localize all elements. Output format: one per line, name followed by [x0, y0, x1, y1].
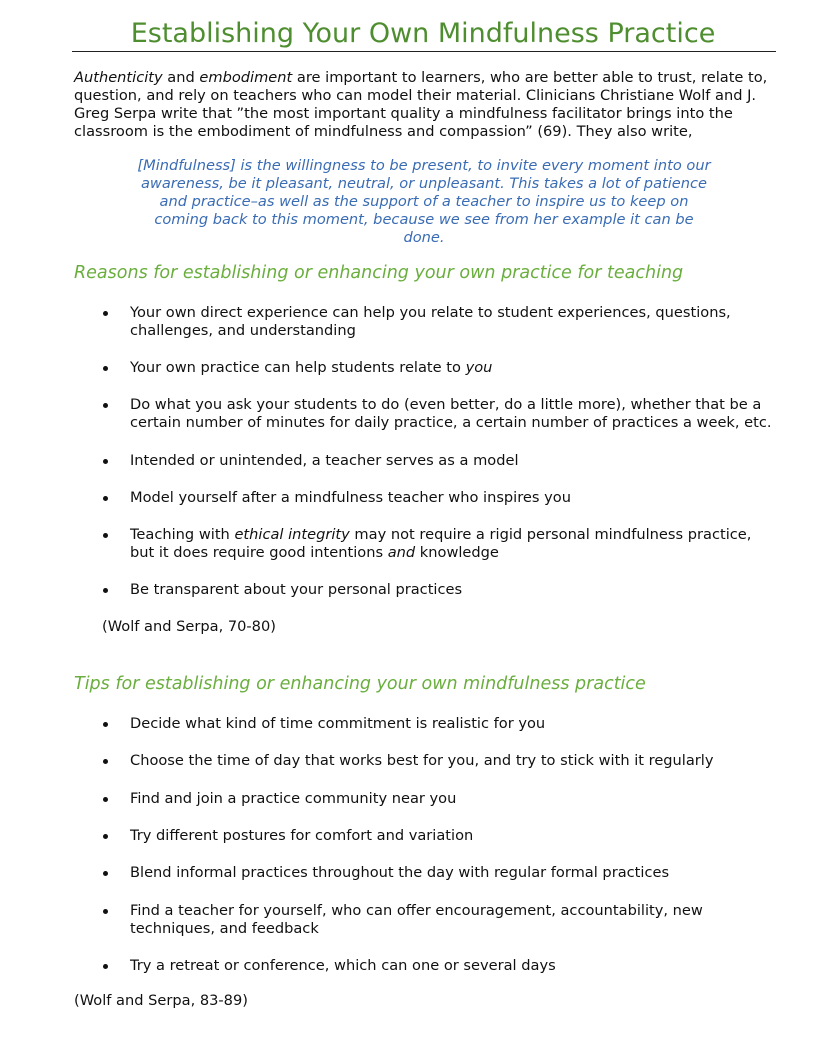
list-item-text: Find and join a practice community near you [130, 790, 457, 807]
list-item-text: Teaching with [130, 526, 235, 543]
bullet-icon [103, 722, 108, 727]
list-item-text: Intended or unintended, a teacher serves as a model [130, 452, 519, 469]
list-item [130, 396, 780, 432]
bullet-icon [103, 909, 108, 914]
tips-citation: (Wolf and Serpa, 83-89) [74, 992, 248, 1009]
list-item-text: Try a retreat or conference, which can one or several days [130, 957, 556, 974]
list-item-text: knowledge [415, 544, 499, 561]
intro-text: are important to learners, who are better able to trust, relate to, question, and rely on teachers who can model their material. Clinicians Christiane Wolf and J. Greg Serpa write that ”the most important quality a mindfulness facilitator brings into the classroom is the embodiment of mindfulness and compassion” (69). They also write, [74, 69, 768, 140]
list-item [130, 902, 780, 938]
list-item-emphasis: you [465, 359, 493, 376]
page-title: Establishing Your Own Mindfulness Practice [130, 18, 716, 49]
list-item-text: Your own practice can help students relate to [130, 359, 466, 376]
title-underline [72, 51, 776, 52]
list-item-text: Be transparent about your personal practices [130, 581, 463, 598]
list-item [130, 827, 780, 845]
list-item [130, 526, 780, 562]
list-item-text: Find a teacher for yourself, who can offer encouragement, accountability, new techniques, and feedback [130, 902, 703, 937]
list-item [130, 452, 780, 470]
list-item [130, 790, 780, 808]
list-item [130, 359, 780, 377]
bullet-icon [103, 366, 108, 371]
bullet-icon [103, 459, 108, 464]
intro-and: and [162, 69, 200, 86]
bullet-icon [103, 964, 108, 969]
list-item-text: Do what you ask your students to do (even better, do a little more), whether that be a certain number of minutes for daily practice, a certain number of practices a week, etc. [130, 396, 772, 431]
intro-term-authenticity: Authenticity [74, 69, 163, 86]
intro-paragraph [74, 69, 780, 141]
list-item-emphasis: and [387, 544, 416, 561]
list-item-text: Model yourself after a mindfulness teacher who inspires you [130, 489, 571, 506]
list-item [130, 304, 780, 340]
bullet-icon [103, 403, 108, 408]
bullet-icon [103, 496, 108, 501]
bullet-icon [103, 759, 108, 764]
block-quote: [Mindfulness] is the willingness to be present, to invite every moment into our awareness, be it pleasant, neutral, or unpleasant. This takes a lot of patience and practice–as well as the support of a teacher to inspire us to keep on coming back to this moment, because we see from her example it can be done. [137, 157, 711, 246]
list-item-text: Decide what kind of time commitment is realistic for you [130, 715, 546, 732]
intro-term-embodiment: embodiment [199, 69, 293, 86]
reasons-citation: (Wolf and Serpa, 70-80) [102, 618, 276, 635]
list-item-text: Choose the time of day that works best for you, and try to stick with it regularly [130, 752, 714, 769]
list-item [130, 864, 780, 882]
bullet-icon [103, 533, 108, 538]
list-item-text: may not require a rigid personal mindfulness practice, but it does require good intentions [130, 526, 752, 561]
list-item [130, 752, 780, 770]
bullet-icon [103, 834, 108, 839]
list-item [130, 489, 780, 507]
bullet-icon [103, 871, 108, 876]
list-item [130, 581, 780, 599]
list-item [130, 715, 780, 733]
list-item [130, 957, 780, 975]
list-item-text: Your own direct experience can help you relate to student experiences, questions, challenges, and understanding [130, 304, 731, 339]
list-item-emphasis: ethical integrity [234, 526, 350, 543]
reasons-heading: Reasons for establishing or enhancing your own practice for teaching [74, 263, 684, 283]
bullet-icon [103, 311, 108, 316]
list-item-text: Try different postures for comfort and variation [130, 827, 474, 844]
tips-heading: Tips for establishing or enhancing your own mindfulness practice [74, 674, 646, 694]
list-item-text: Blend informal practices throughout the day with regular formal practices [130, 864, 670, 881]
bullet-icon [103, 588, 108, 593]
bullet-icon [103, 797, 108, 802]
